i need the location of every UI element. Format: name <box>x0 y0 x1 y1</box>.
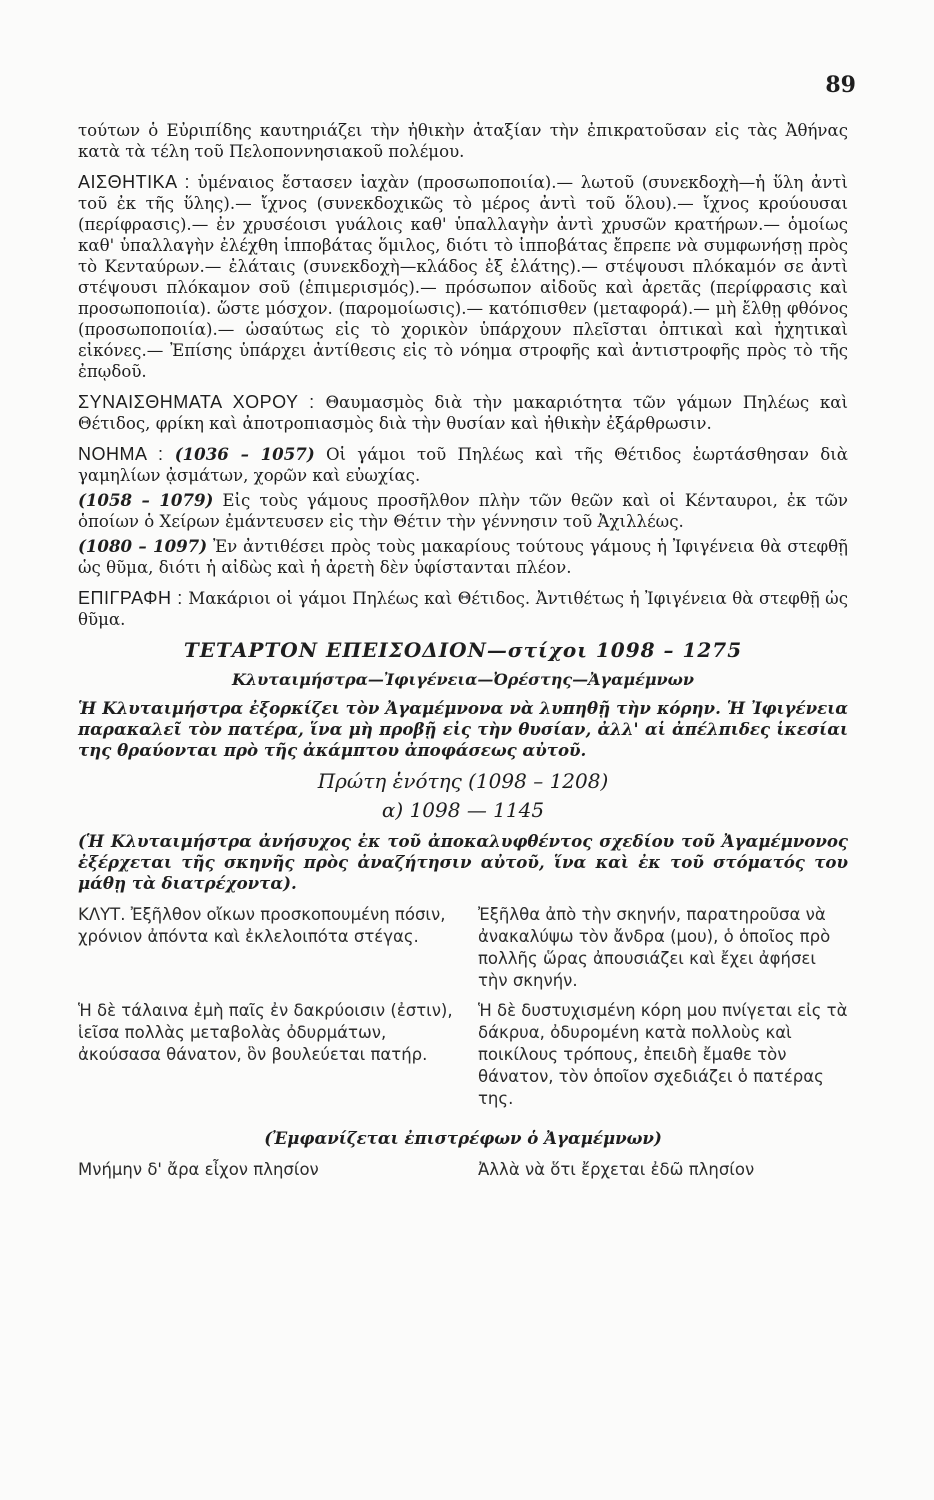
synaisthimata-text: Θαυμασμὸς διὰ τὴν μακαριότητα τῶν γάμων Πηλέως καὶ Θέτιδος, φρίκη καὶ ἀποτροπιασμὸς διὰ τὴν θυσίαν καὶ ἠθικὴν ἐξάρθρωσιν. <box>78 393 849 433</box>
unit-title: Πρώτη ἑνότης (1098 – 1208) <box>317 769 609 793</box>
synaisthimata-paragraph <box>78 392 848 434</box>
noima-text-3: Ἐν ἀντιθέσει πρὸς τοὺς μακαρίους τούτους γάμους ἡ Ἰφιγένεια θὰ στεφθῇ ὡς θῦμα, διότι ἡ αἰδὼς καὶ ἡ ἀρετὴ δὲν ὑφίστανται πλέον. <box>78 537 849 577</box>
subunit-title: α) 1098 — 1145 <box>381 798 545 822</box>
stage-direction-1: (Ἡ Κλυταιμήστρα ἀνήσυχος ἐκ τοῦ ἀποκαλυφθέντος σχεδίου τοῦ Ἀγαμέμνονος ἐξέρχεται τῆς σκηνῆς πρὸς ἀναζήτησιν αὐτοῦ, ἵνα καὶ ἐκ τοῦ στόματός του μάθῃ τὰ διατρέχοντα). <box>78 831 848 893</box>
translation-last-line: Ἀλλὰ νὰ ὅτι ἔρχεται ἐδῶ πλησίον <box>478 1160 755 1179</box>
greek-line-2: Ἡ δὲ τάλαινα ἐμὴ παῖς ἐν δακρύοισιν (ἐστιν), ἱεῖσα πολλὰς μεταβολὰς ὀδυρμάτων, ἀκούσασα θάνατον, ὃν βουλεύεται πατήρ. <box>78 1001 453 1064</box>
epigrafi-text: Μακάριοι οἱ γάμοι Πηλέως καὶ Θέτιδος. Ἀντιθέτως ἡ Ἰφιγένεια θὰ στεφθῇ ὡς θῦμα. <box>78 589 848 629</box>
noima-item-2 <box>78 490 848 532</box>
noima-paragraph <box>78 444 848 486</box>
stage-direction-2: (Ἐμφανίζεται ἐπιστρέφων ὁ Ἀγαμέμνων) <box>264 1128 662 1148</box>
aisthitika-paragraph <box>78 172 848 382</box>
translation-line-2: Ἡ δὲ δυστυχισμένη κόρη μου πνίγεται εἰς τὰ δάκρυα, ὀδυρομένη κατὰ πολλοὺς καὶ ποικίλους τρόπους, ἐπειδὴ ἔμαθε τὸν θάνατον, τὸν ὁποῖον σχεδιάζει ὁ πατέρας της. <box>478 1001 848 1108</box>
aisthitika-text: ὑμέναιος ἔστασεν ἰαχὰν (προσωποποιία).— λωτοῦ (συνεκδοχὴ—ἡ ὕλη ἀντὶ τοῦ ἐκ τῆς ὕλης).— ἴχνος (συνεκδοχικῶς τὸ μέρος ἀντὶ τοῦ ὅλου).— ἴχνος κρούουσαι (περίφρασις).— ἐν χρυσέοισι γυάλοις καθ' ὑπαλλαγὴν ἀντὶ χρυσῶν κρατήρων.— ὁμοίως καθ' ὑπαλλαγὴν ἐλέχθη ἱπποβάτας ὅμιλος, διότι τὸ ἱπποβάτας ἔπρεπε νὰ συμφωνήσῃ πρὸς τὸ Κενταύρων.— ἐλάταις (συνεκδοχὴ—κλάδος ἐξ ἐλάτης).— στέψουσι πλόκαμόν σε ἀντὶ στέψουσι πλόκαμον σοῦ (ἐπιμερισμός).— πρόσωπον αἰδοῦς καὶ ἀρετᾶς (περίφρασις καὶ προσωποποιία). ὥστε μόσχον. (παρομοίωσις).— κατόπισθεν (μεταφορά).— μὴ ἔλθῃ φθόνος (προσωποποιία).— ὡσαύτως εἰς τὸ χορικὸν ὑπάρχουν πλεῖσται ὀπτικαὶ καὶ ἠχητικαὶ εἰκόνες.— Ἐπίσης ὑπάρχει ἀντίθεσις εἰς τὸ νόημα στροφῆς καὶ ἀντιστροφῆς πρὸς τὸ τῆς ἐπῳδοῦ. <box>78 173 848 381</box>
noima-item-3 <box>78 536 848 578</box>
noima-range-2: (1058 – 1079) <box>78 490 214 510</box>
page-content <box>78 120 848 1189</box>
greek-line-1: ΚΛΥΤ. Ἐξῆλθον οἴκων προσκοπουμένη πόσιν, χρόνιον ἀπόντα καὶ ἐκλελοιπότα στέγας. <box>78 905 446 946</box>
noima-range-1: (1036 – 1057) <box>174 444 315 464</box>
epigrafi-paragraph <box>78 588 848 630</box>
page-number: 89 <box>825 72 856 98</box>
synaisthimata-label: ΣΥΝΑΙΣΘΗΜΑΤΑ ΧΟΡΟΥ : <box>78 392 315 412</box>
intro-paragraph: τούτων ὁ Εὐριπίδης καυτηριάζει τὴν ἠθικὴν ἀταξίαν τὴν ἐπικρατοῦσαν εἰς τὰς Ἀθήνας κατὰ τὰ τέλη τοῦ Πελοποννησιακοῦ πολέμου. <box>78 121 848 161</box>
noima-text-2: Εἰς τοὺς γάμους προσῆλθον πλὴν τῶν θεῶν καὶ οἱ Κένταυροι, ἐκ τῶν ὁποίων ὁ Χείρων ἐμάντευσεν εἰς τὴν Θέτιν τὴν γέννησιν τοῦ Ἀχιλλέως. <box>78 491 848 531</box>
last-line-columns <box>78 1159 848 1189</box>
section-title: ΤΕΤΑΡΤΟΝ ΕΠΕΙΣΟΔΙΟΝ—στίχοι 1098 – 1275 <box>183 638 743 662</box>
noima-range-3: (1080 – 1097) <box>78 536 208 556</box>
noima-label: ΝΟΗΜΑ : <box>78 444 164 464</box>
epigrafi-label: ΕΠΙΓΡΑΦΗ : <box>78 588 183 608</box>
greek-last-line: Μνήμην δ' ἄρα εἶχον πλησίον <box>78 1160 319 1179</box>
aisthitika-label: ΑΙΣΘΗΤΙΚΑ : <box>78 172 191 192</box>
characters-list: Κλυταιμήστρα—Ἰφιγένεια—Ὀρέστης—Ἀγαμέμνων <box>232 670 694 689</box>
noima-text-1: Οἱ γάμοι τοῦ Πηλέως καὶ τῆς Θέτιδος ἑωρτάσθησαν διὰ γαμηλίων ᾀσμάτων, χορῶν καὶ εὐωχίας. <box>78 445 848 485</box>
dialogue-columns <box>78 904 848 1118</box>
translation-line-1: Ἐξῆλθα ἀπὸ τὴν σκηνήν, παρατηροῦσα νὰ ἀνακαλύψω τὸν ἄνδρα (μου), ὁ ὁποῖος πρὸ πολλῆς ὥρας ἀπουσιάζει καὶ ἔχει ἀφήσει τὴν σκηνήν. <box>478 905 831 990</box>
episode-summary: Ἡ Κλυταιμήστρα ἐξορκίζει τὸν Ἀγαμέμνονα νὰ λυπηθῇ τὴν κόρην. Ἡ Ἰφιγένεια παρακαλεῖ τὸν πατέρα, ἵνα μὴ προβῇ εἰς τὴν θυσίαν, ἀλλ' αἱ ἀπέλπιδες ἱκεσίαι της θραύονται πρὸ τῆς ἀκάμπτου ἀποφάσεως αὐτοῦ. <box>78 698 848 760</box>
